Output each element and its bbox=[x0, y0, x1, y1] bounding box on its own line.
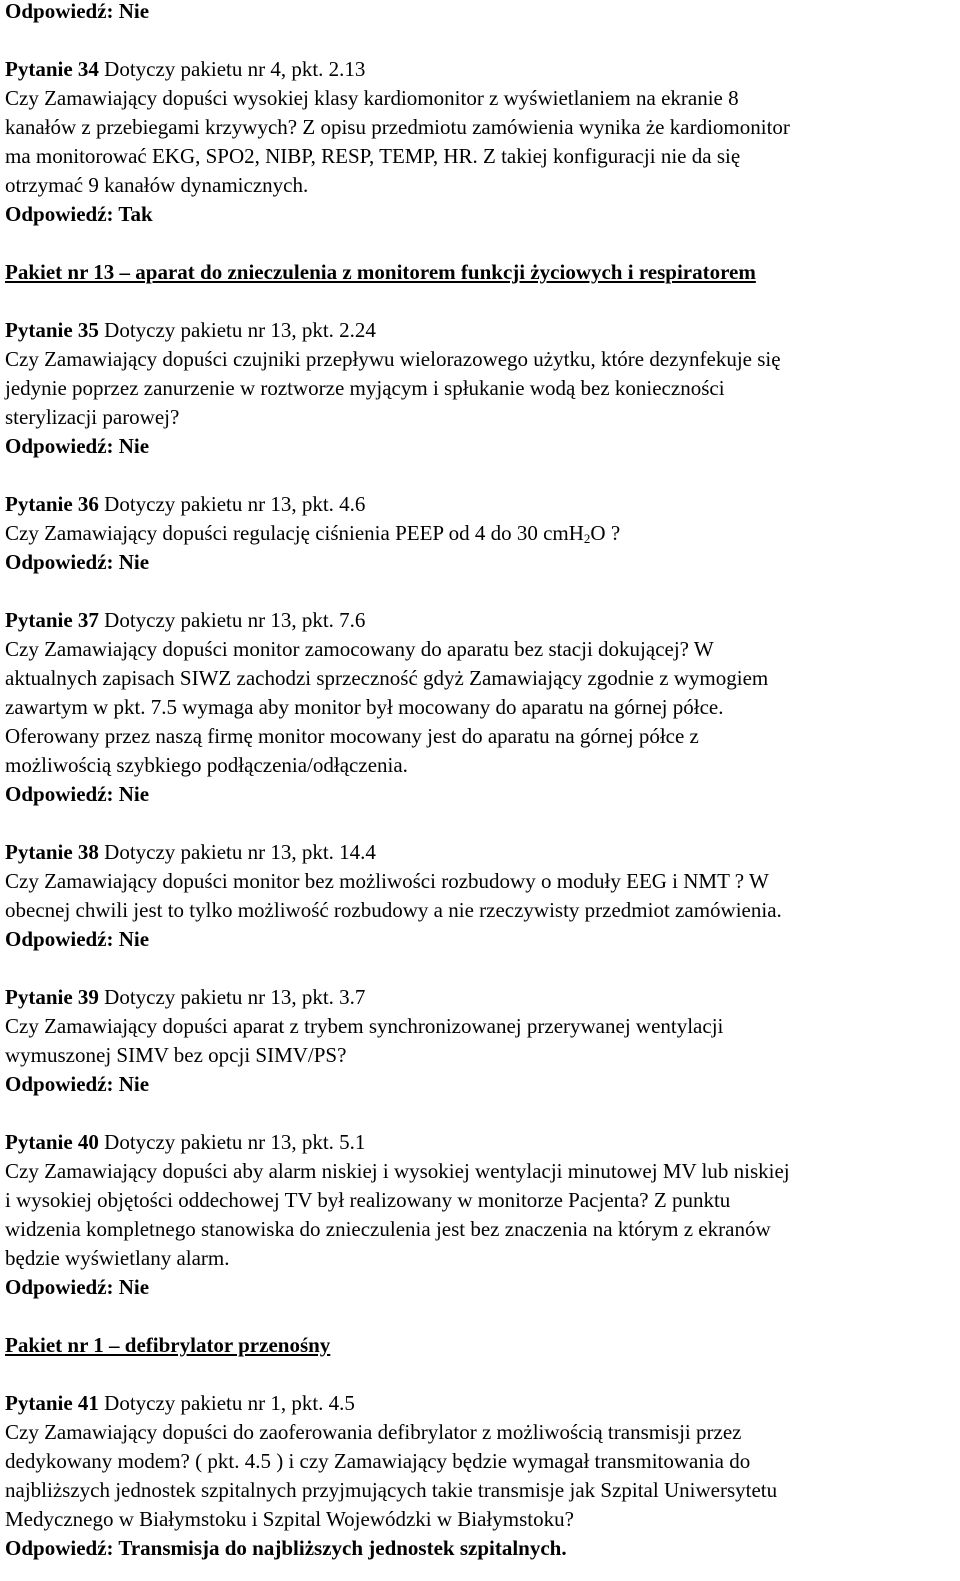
question-text-line: Czy Zamawiający dopuści wysokiej klasy kardiomonitor z wyświetlaniem na ekranie 8 bbox=[5, 86, 739, 110]
question-header bbox=[5, 55, 365, 84]
question-text-line: obecnej chwili jest to tylko możliwość rozbudowy a nie rzeczywisty przedmiot zamówienia. bbox=[5, 898, 782, 922]
question-text-line: aktualnych zapisach SIWZ zachodzi sprzeczność gdyż Zamawiający zgodnie z wymogiem bbox=[5, 666, 769, 690]
question-number: Pytanie 36 bbox=[5, 492, 99, 516]
question-text-line: Czy Zamawiający dopuści czujniki przepływu wielorazowego użytku, które dezynfekuje się bbox=[5, 347, 781, 371]
question-text-line: Czy Zamawiający dopuści aby alarm niskiej i wysokiej wentylacji minutowej MV lub niskiej bbox=[5, 1159, 790, 1183]
question-header bbox=[5, 983, 365, 1012]
answer-text: Odpowiedź: Nie bbox=[5, 782, 150, 806]
answer-text: Odpowiedź: Tak bbox=[5, 202, 153, 226]
question-text-line: będzie wyświetlany alarm. bbox=[5, 1246, 230, 1270]
question-header bbox=[5, 1128, 365, 1157]
question-text-line: Czy Zamawiający dopuści monitor bez możliwości rozbudowy o moduły EEG i NMT ? W bbox=[5, 869, 769, 893]
answer-text: Odpowiedź: Nie bbox=[5, 434, 150, 458]
question-text-line: możliwością szybkiego podłączenia/odłączenia. bbox=[5, 753, 408, 777]
section-heading: Pakiet nr 13 – aparat do znieczulenia z monitorem funkcji życiowych i respiratorem bbox=[5, 260, 756, 284]
question-text-line: Czy Zamawiający dopuści do zaoferowania defibrylator z możliwością transmisji przez bbox=[5, 1420, 742, 1444]
question-text-line: dedykowany modem? ( pkt. 4.5 ) i czy Zamawiający będzie wymagał transmitowania do bbox=[5, 1449, 751, 1473]
question-text-line: i wysokiej objętości oddechowej TV był realizowany w monitorze Pacjenta? Z punktu bbox=[5, 1188, 731, 1212]
question-text-line: wymuszonej SIMV bez opcji SIMV/PS? bbox=[5, 1043, 347, 1067]
question-reference: Dotyczy pakietu nr 13, pkt. 3.7 bbox=[98, 985, 366, 1009]
answer-text: Odpowiedź: Nie bbox=[5, 927, 150, 951]
answer-text: Odpowiedź: Nie bbox=[5, 0, 150, 23]
subscript: 2 bbox=[583, 531, 591, 546]
question-reference: Dotyczy pakietu nr 13, pkt. 5.1 bbox=[98, 1130, 366, 1154]
question-number: Pytanie 39 bbox=[5, 985, 99, 1009]
question-text-part: O ? bbox=[590, 521, 621, 545]
question-header bbox=[5, 490, 365, 519]
question-reference: Dotyczy pakietu nr 4, pkt. 2.13 bbox=[98, 57, 366, 81]
question-text-line: Oferowany przez naszą firmę monitor mocowany jest do aparatu na górnej półce z bbox=[5, 724, 699, 748]
question-text-part: Czy Zamawiający dopuści regulację ciśnienia PEEP od 4 do 30 cmH bbox=[5, 521, 584, 545]
question-header bbox=[5, 1389, 355, 1418]
question-text-line: Czy Zamawiający dopuści aparat z trybem synchronizowanej przerywanej wentylacji bbox=[5, 1014, 724, 1038]
question-reference: Dotyczy pakietu nr 13, pkt. 14.4 bbox=[98, 840, 376, 864]
question-number: Pytanie 38 bbox=[5, 840, 99, 864]
question-number: Pytanie 40 bbox=[5, 1130, 99, 1154]
question-text-line: Czy Zamawiający dopuści monitor zamocowany do aparatu bez stacji dokującej? W bbox=[5, 637, 714, 661]
question-text-line: zawartym w pkt. 7.5 wymaga aby monitor był mocowany do aparatu na górnej półce. bbox=[5, 695, 724, 719]
question-number: Pytanie 34 bbox=[5, 57, 99, 81]
section-heading: Pakiet nr 1 – defibrylator przenośny bbox=[5, 1333, 331, 1357]
answer-text: Odpowiedź: Nie bbox=[5, 550, 150, 574]
question-text-line: ma monitorować EKG, SPO2, NIBP, RESP, TEMP, HR. Z takiej konfiguracji nie da się bbox=[5, 144, 741, 168]
question-text-line: kanałów z przebiegami krzywych? Z opisu przedmiotu zamówienia wynika że kardiomonitor bbox=[5, 115, 790, 139]
question-text-line: najbliższych jednostek szpitalnych przyjmujących takie transmisje jak Szpital Uniwersytetu bbox=[5, 1478, 778, 1502]
question-text-line bbox=[5, 519, 620, 548]
question-header bbox=[5, 606, 365, 635]
question-reference: Dotyczy pakietu nr 13, pkt. 2.24 bbox=[98, 318, 376, 342]
answer-text: Odpowiedź: Nie bbox=[5, 1275, 150, 1299]
question-text-line: jedynie poprzez zanurzenie w roztworze myjącym i spłukanie wodą bez konieczności bbox=[5, 376, 725, 400]
question-text-line: Medycznego w Białymstoku i Szpital Wojewódzki w Białymstoku? bbox=[5, 1507, 574, 1531]
question-number: Pytanie 41 bbox=[5, 1391, 99, 1415]
question-text-line: sterylizacji parowej? bbox=[5, 405, 180, 429]
question-number: Pytanie 37 bbox=[5, 608, 99, 632]
question-text-line: widzenia kompletnego stanowiska do znieczulenia jest bez znaczenia na którym z ekranów bbox=[5, 1217, 771, 1241]
question-header bbox=[5, 838, 376, 867]
question-reference: Dotyczy pakietu nr 1, pkt. 4.5 bbox=[98, 1391, 355, 1415]
question-reference: Dotyczy pakietu nr 13, pkt. 7.6 bbox=[98, 608, 366, 632]
question-text-line: otrzymać 9 kanałów dynamicznych. bbox=[5, 173, 309, 197]
answer-text: Odpowiedź: Nie bbox=[5, 1072, 150, 1096]
answer-text: Odpowiedź: Transmisja do najbliższych jednostek szpitalnych. bbox=[5, 1536, 567, 1560]
question-number: Pytanie 35 bbox=[5, 318, 99, 342]
question-reference: Dotyczy pakietu nr 13, pkt. 4.6 bbox=[98, 492, 366, 516]
question-header bbox=[5, 316, 376, 345]
